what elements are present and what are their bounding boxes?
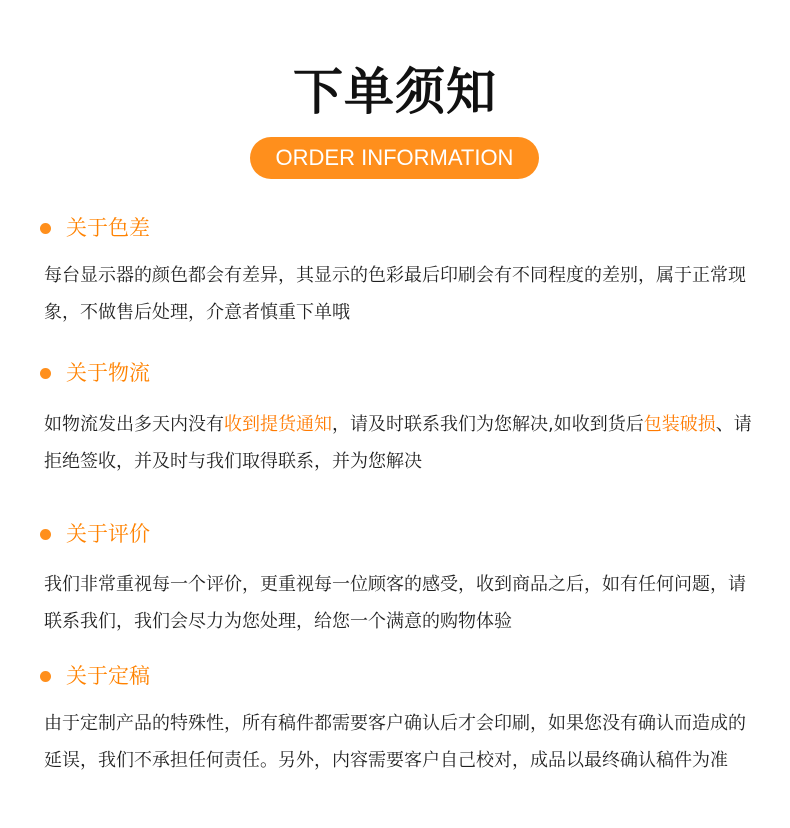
bullet-dot-icon — [40, 368, 51, 379]
section-heading-label: 关于评价 — [66, 522, 150, 546]
paragraph-text: 如物流发出多天内没有 — [44, 414, 224, 435]
highlight-package-damage: 包装破损 — [643, 414, 716, 435]
bullet-dot-icon — [40, 671, 51, 682]
bullet-dot-icon — [40, 529, 51, 540]
section-paragraph-final-draft — [44, 705, 754, 779]
section-heading-color-difference — [40, 213, 150, 243]
bullet-dot-icon — [40, 223, 51, 234]
paragraph-text: 、请拒绝签收，并及时与我们取得联系，并为您解决 — [44, 414, 752, 472]
section-heading-label: 关于物流 — [66, 361, 150, 385]
order-information-badge: ORDER INFORMATION — [250, 137, 539, 179]
paragraph-text: 每台显示器的颜色都会有差异，其显示的色彩最后印刷会有不同程度的差别，属于正常现象，不做售后处理，介意者慎重下单哦 — [44, 265, 746, 323]
section-heading-reviews — [40, 519, 150, 549]
paragraph-text: ，请及时联系我们为您解决,如收到货后 — [332, 414, 644, 435]
page-title: 下单须知 — [293, 63, 497, 121]
section-paragraph-logistics — [44, 406, 754, 480]
section-heading-final-draft — [40, 661, 150, 691]
paragraph-text: 我们非常重视每一个评价，更重视每一位顾客的感受，收到商品之后，如有任何问题，请联系我们，我们会尽力为您处理，给您一个满意的购物体验 — [44, 574, 746, 632]
section-paragraph-reviews — [44, 566, 754, 640]
section-heading-logistics — [40, 358, 150, 388]
section-paragraph-color-difference — [44, 257, 754, 331]
paragraph-text: 由于定制产品的特殊性，所有稿件都需要客户确认后才会印刷，如果您没有确认而造成的延误，我们不承担任何责任。另外，内容需要客户自己校对，成品以最终确认稿件为准 — [44, 713, 746, 771]
section-heading-label: 关于定稿 — [66, 664, 150, 688]
section-heading-label: 关于色差 — [66, 216, 150, 240]
highlight-pickup-notice: 收到提货通知 — [224, 414, 332, 435]
